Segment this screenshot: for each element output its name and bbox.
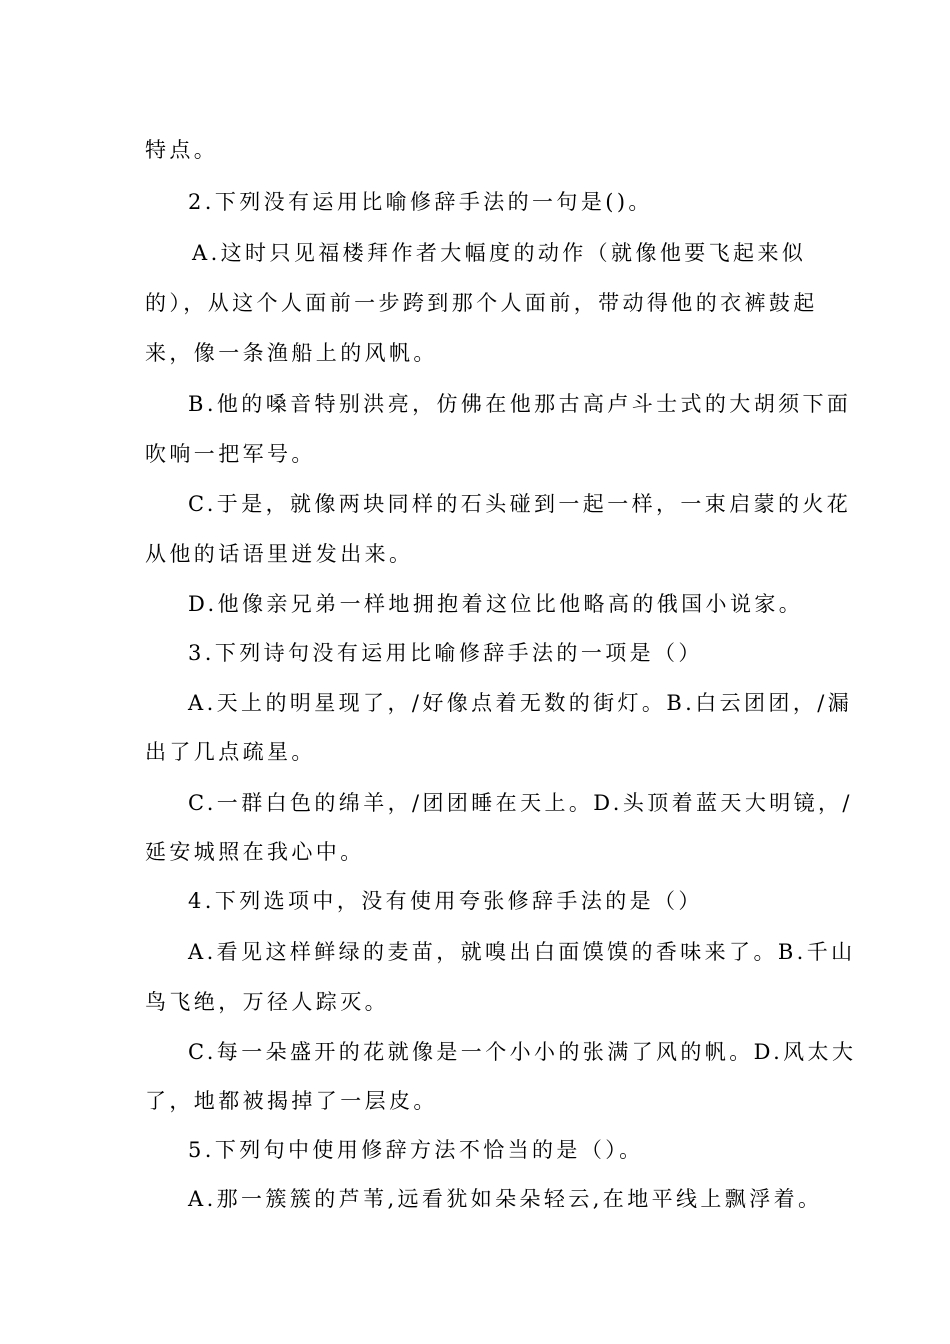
- text-line: 延安城照在我心中。: [145, 840, 365, 864]
- option-2b: B.他的嗓音特别洪亮，仿佛在他那古高卢斗士式的大胡须下面: [188, 392, 852, 416]
- question-3: 3.下列诗句没有运用比喻修辞手法的一项是（）: [188, 641, 703, 665]
- text-line: 从他的话语里迸发出来。: [145, 542, 414, 566]
- text-line: 出了几点疏星。: [145, 740, 316, 764]
- question-5: 5.下列句中使用修辞方法不恰当的是（）。: [188, 1138, 644, 1162]
- option-5a: A.那一簇簇的芦苇,远看犹如朵朵轻云,在地平线上飘浮着。: [188, 1187, 823, 1211]
- option-2d: D.他像亲兄弟一样地拥抱着这位比他略高的俄国小说家。: [188, 592, 804, 616]
- text-line: 吹响一把军号。: [145, 442, 316, 466]
- text-line: 了，地都被揭掉了一层皮。: [145, 1089, 438, 1113]
- text-line: 特点。: [145, 138, 219, 162]
- option-3cd: C.一群白色的绵羊，/团团睡在天上。D.头顶着蓝天大明镜，/: [188, 791, 853, 815]
- text-line: 的），从这个人面前一步跨到那个人面前，带动得他的衣裤鼓起: [145, 291, 818, 315]
- question-4: 4.下列选项中，没有使用夸张修辞手法的是（）: [188, 889, 703, 913]
- text-line: 鸟飞绝，万径人踪灭。: [145, 990, 389, 1014]
- option-4cd: C.每一朵盛开的花就像是一个小小的张满了风的帆。D.风太大: [188, 1040, 857, 1064]
- option-4ab: A.看见这样鲜绿的麦苗，就嗅出白面馍馍的香味来了。B.千山: [188, 940, 856, 964]
- question-2: 2.下列没有运用比喻修辞手法的一句是()。: [188, 190, 653, 214]
- text-line: 来，像一条渔船上的风帆。: [145, 341, 438, 365]
- option-3ab: A.天上的明星现了，/好像点着无数的街灯。B.白云团团，/漏: [188, 691, 853, 715]
- option-2c: C.于是，就像两块同样的石头碰到一起一样，一束启蒙的火花: [188, 492, 852, 516]
- option-2a: A.这时只见福楼拜作者大幅度的动作（就像他要飞起来似: [192, 241, 807, 265]
